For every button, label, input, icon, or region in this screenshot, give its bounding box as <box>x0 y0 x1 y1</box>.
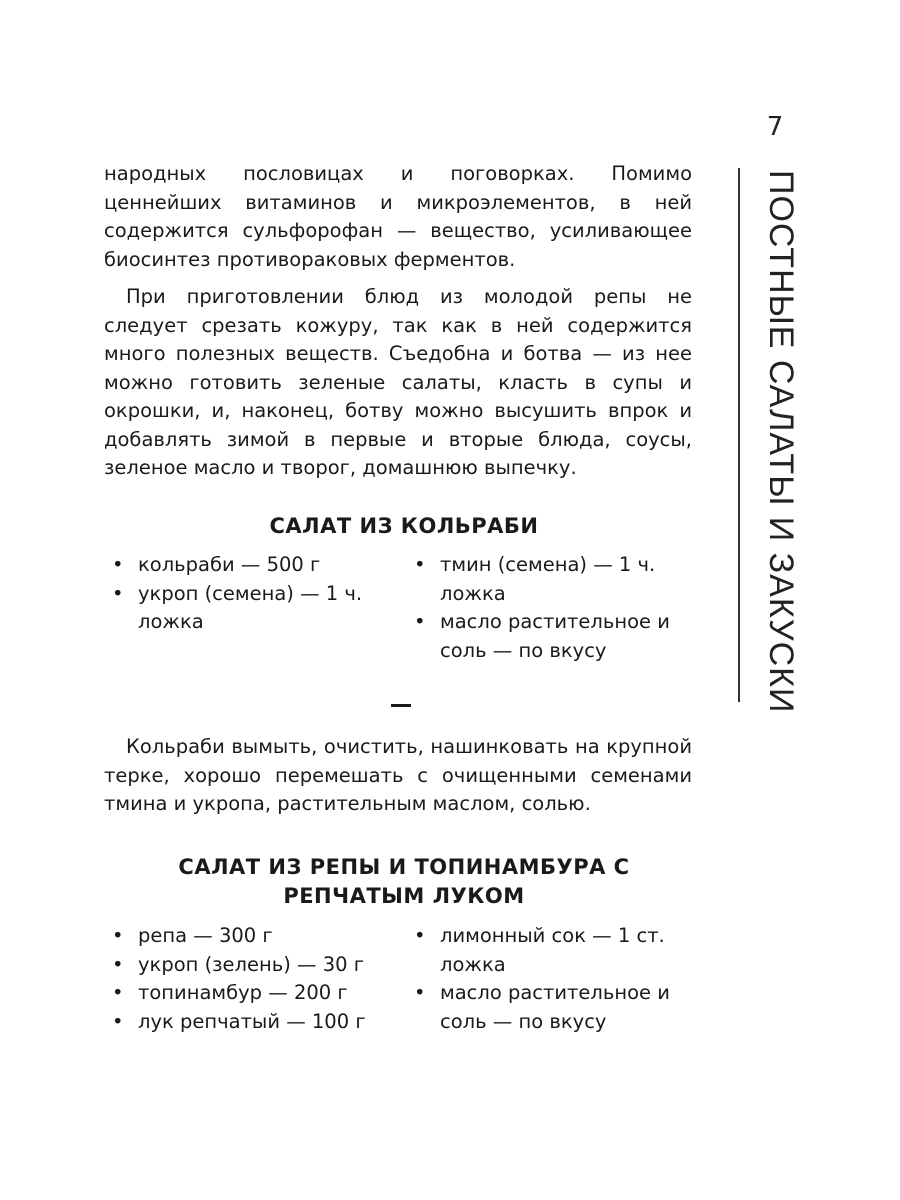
recipe-2-title: САЛАТ ИЗ РЕПЫ И ТОПИНАМБУРА С РЕПЧАТЫМ ЛУКОМ <box>178 855 630 908</box>
ingredient-item: • топинамбур — 200 г <box>108 979 398 1008</box>
recipe-1-ingredients-left <box>108 551 378 637</box>
page-number: 7 <box>766 112 784 142</box>
ingredient-item: • масло растительное и соль — по вкусу <box>410 979 690 1036</box>
running-head-text: ПОСТНЫЕ САЛАТЫ И ЗАКУСКИ <box>762 170 800 714</box>
intro-paragraph-2: При приготовлении блюд из молодой репы не следует срезать кожуру, так как в ней содержится много полезных веществ. Съедобна и ботва — из нее можно готовить зеленые салаты, класть в супы и окрошки, и, наконец, ботву можно высушить впрок и добавлять зимой в первые и вторые блюда, соусы, зеленое масло и творог, домашнюю выпечку. <box>104 285 692 479</box>
running-head <box>762 170 806 714</box>
section-divider-dash <box>391 704 411 707</box>
recipe-2-ingredients-right <box>410 922 690 1036</box>
ingredient-item: • тмин (семена) — 1 ч. ложка <box>410 551 690 608</box>
ingredient-item: • кольраби — 500 г <box>108 551 378 580</box>
ingredient-item: • лимонный сок — 1 ст. ложка <box>410 922 690 979</box>
ingredient-item: • репа — 300 г <box>108 922 398 951</box>
recipe-1-ingredients-right <box>410 551 690 665</box>
ingredient-item: • масло растительное и соль — по вкусу <box>410 608 690 665</box>
running-head-divider <box>738 168 740 702</box>
ingredient-item: • укроп (зелень) — 30 г <box>108 951 398 980</box>
ingredient-item: • укроп (семена) — 1 ч. ложка <box>108 580 378 637</box>
ingredient-item: • лук репчатый — 100 г <box>108 1008 398 1037</box>
recipe-1-method: Кольраби вымыть, очистить, нашинковать на крупной терке, хорошо перемешать с очищенными семенами тмина и укропа, растительным маслом, солью. <box>104 735 692 815</box>
recipe-1-title: САЛАТ ИЗ КОЛЬРАБИ <box>269 514 539 538</box>
recipe-2-ingredients-left <box>108 922 398 1036</box>
intro-paragraph-1: народных пословицах и поговорках. Помимо ценнейших витаминов и микроэлементов, в ней содержится сульфорофан — вещество, усиливающее биосинтез противораковых ферментов. <box>104 162 692 271</box>
